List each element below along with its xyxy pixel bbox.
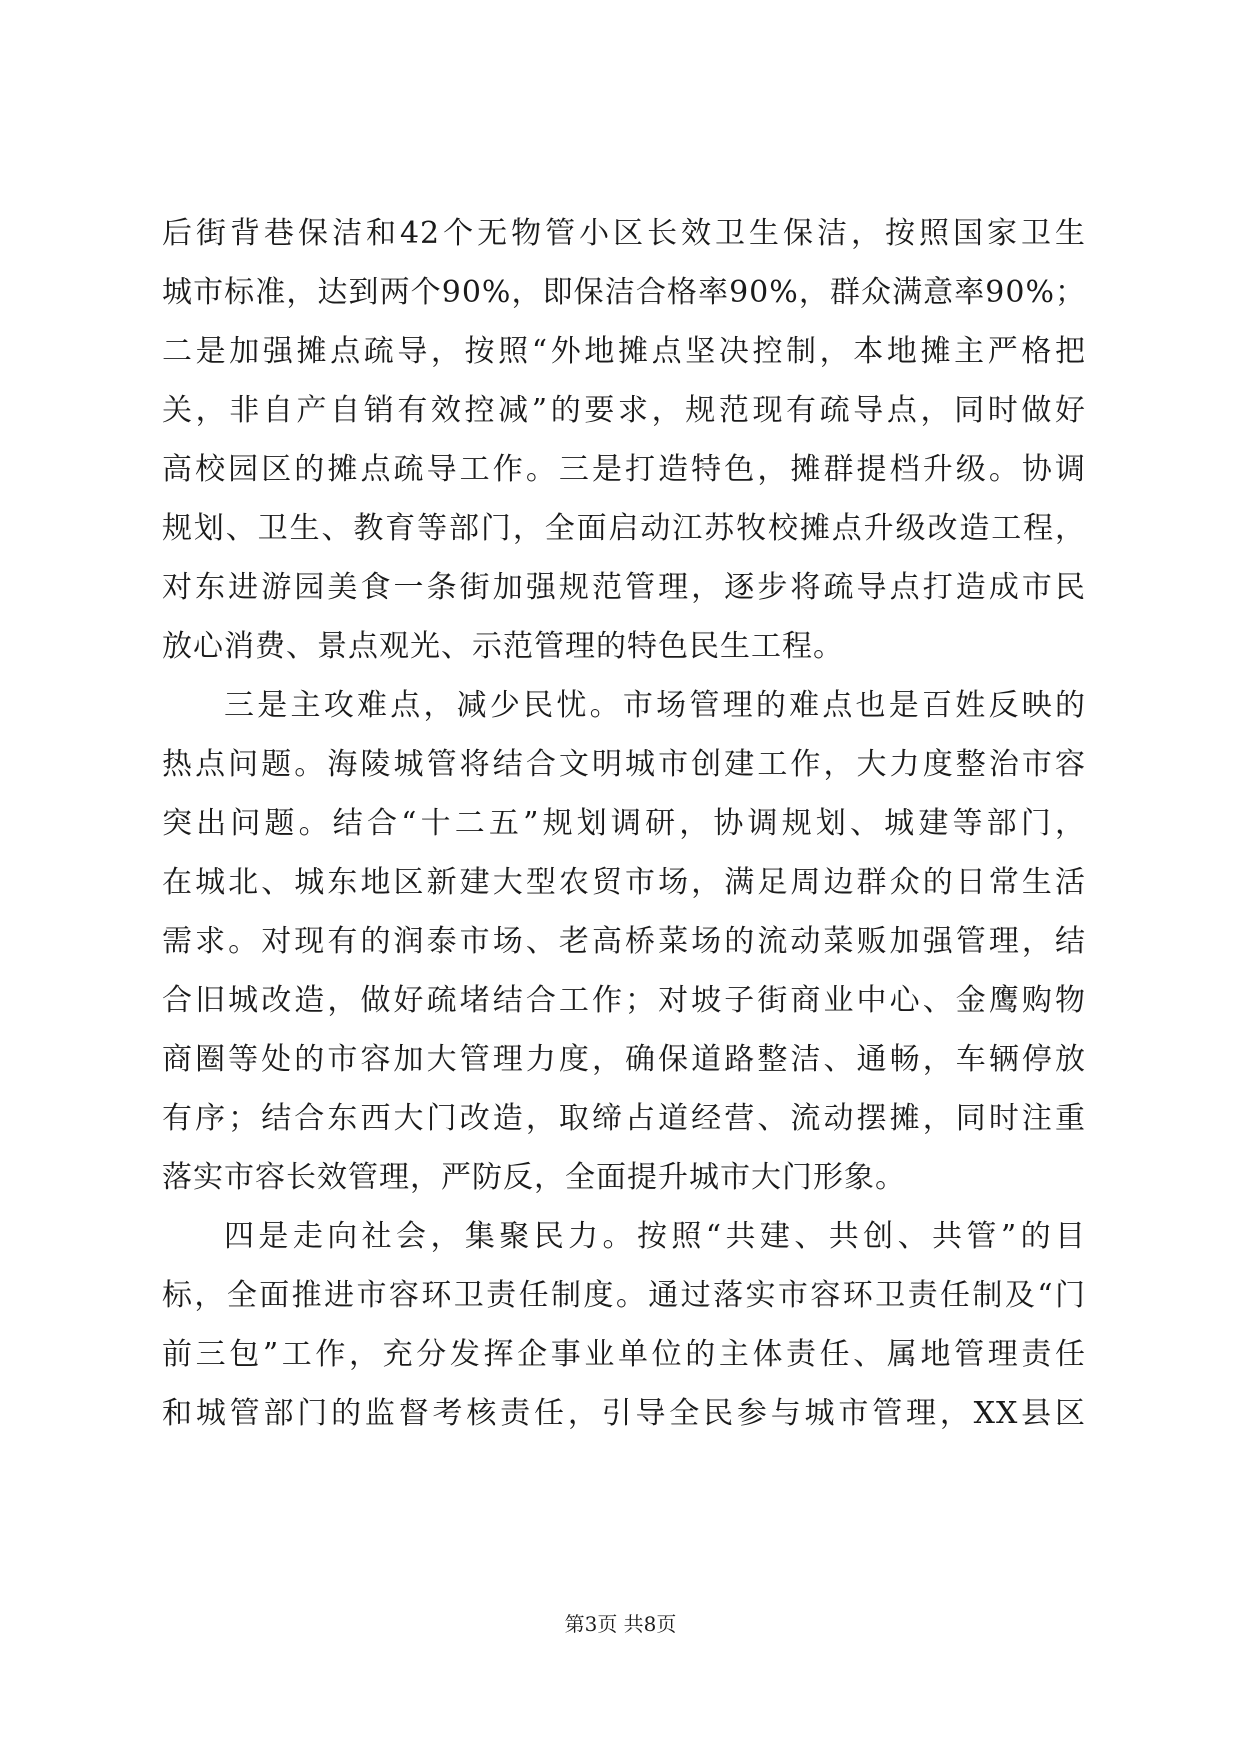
text-line: 和城管部门的监督考核责任，引导全民参与城市管理，XX县区 (162, 1396, 1086, 1431)
body-text (162, 204, 1086, 1443)
text-line: 需求。对现有的润泰市场、老高桥菜场的流动菜贩加强管理，结 (162, 924, 1086, 959)
text-line: 规划、卫生、教育等部门，全面启动江苏牧校摊点升级改造工程， (162, 511, 1086, 546)
text-line: 关，非自产自销有效控减”的要求，规范现有疏导点，同时做好 (162, 393, 1086, 428)
text-line: 放心消费、景点观光、示范管理的特色民生工程。 (162, 629, 844, 664)
text-line: 商圈等处的市容加大管理力度，确保道路整洁、通畅，车辆停放 (162, 1042, 1086, 1077)
text-line: 有序；结合东西大门改造，取缔占道经营、流动摆摊，同时注重 (162, 1101, 1086, 1136)
text-line: 突出问题。结合“十二五”规划调研，协调规划、城建等部门， (162, 806, 1086, 841)
text-line: 城市标准，达到两个90%，即保洁合格率90%，群众满意率90%； (162, 275, 1086, 310)
paragraph-start-line: 四是走向社会，集聚民力。按照“共建、共创、共管”的目 (224, 1219, 1086, 1254)
text-line: 前三包”工作，充分发挥企事业单位的主体责任、属地管理责任 (162, 1337, 1086, 1372)
text-line: 高校园区的摊点疏导工作。三是打造特色，摊群提档升级。协调 (162, 452, 1086, 487)
text-line: 对东进游园美食一条街加强规范管理，逐步将疏导点打造成市民 (162, 570, 1086, 605)
text-line: 热点问题。海陵城管将结合文明城市创建工作，大力度整治市容 (162, 747, 1086, 782)
text-line: 后街背巷保洁和42个无物管小区长效卫生保洁，按照国家卫生 (162, 216, 1086, 251)
text-line: 标，全面推进市容环卫责任制度。通过落实市容环卫责任制及“门 (162, 1278, 1086, 1313)
text-line: 二是加强摊点疏导，按照“外地摊点坚决控制，本地摊主严格把 (162, 334, 1086, 369)
text-line: 在城北、城东地区新建大型农贸市场，满足周边群众的日常生活 (162, 865, 1086, 900)
paragraph-start-line: 三是主攻难点，减少民忧。市场管理的难点也是百姓反映的 (224, 688, 1086, 723)
text-line: 落实市容长效管理，严防反，全面提升城市大门形象。 (162, 1160, 906, 1195)
text-line: 合旧城改造，做好疏堵结合工作；对坡子街商业中心、金鹰购物 (162, 983, 1086, 1018)
page-number-footer: 第3页 共8页 (564, 1612, 677, 1636)
